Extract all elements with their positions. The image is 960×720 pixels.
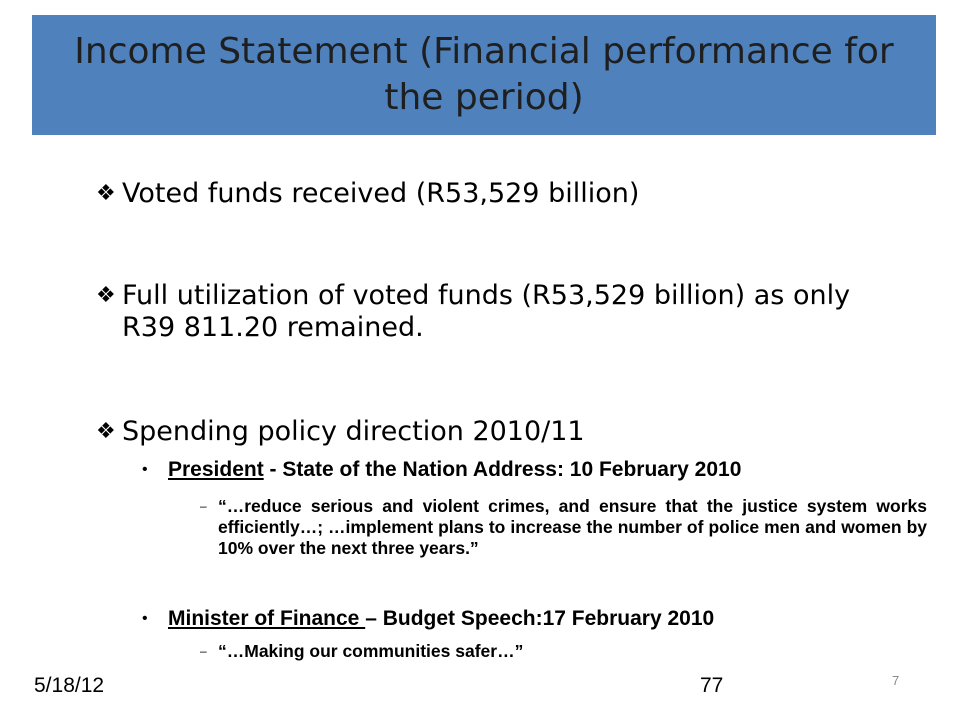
slide-number: 7 bbox=[892, 673, 900, 688]
bullet-full-utilization bbox=[96, 280, 856, 344]
bullet-text: Spending policy direction 2010/11 bbox=[122, 416, 585, 447]
quote-text: “…Making our communities safer…” bbox=[218, 641, 524, 661]
bullet-text: Voted funds received (R53,529 billion) bbox=[122, 178, 640, 209]
sub-bullet-minister bbox=[142, 606, 942, 632]
slide-title: Income Statement (Financial performance for the period) bbox=[74, 31, 894, 118]
diamond-bullet-icon: ❖ bbox=[96, 181, 116, 206]
bullet-voted-funds bbox=[96, 178, 856, 210]
diamond-bullet-icon: ❖ bbox=[96, 283, 116, 308]
dot-bullet-icon: • bbox=[142, 461, 148, 478]
footer-date: 5/18/12 bbox=[34, 674, 105, 697]
minister-label: Minister of Finance bbox=[168, 607, 366, 630]
dash-bullet-icon: – bbox=[200, 499, 207, 513]
president-address: - State of the Nation Address: 10 February 2010 bbox=[263, 458, 742, 481]
quote-text: “…reduce serious and violent crimes, and ensure that the justice system works efficiently…; …implement plans to increase the number of police men and women by 10% over the next three years.” bbox=[218, 496, 927, 558]
sub-bullet-president bbox=[142, 457, 942, 483]
dot-bullet-icon: • bbox=[142, 610, 148, 627]
bullet-text: Full utilization of voted funds (R53,529 billion) as only R39 811.20 remained. bbox=[122, 280, 851, 343]
president-label: President bbox=[168, 458, 264, 481]
president-quote bbox=[200, 496, 927, 559]
dash-bullet-icon: – bbox=[200, 644, 207, 658]
budget-speech: – Budget Speech:17 February 2010 bbox=[365, 607, 715, 630]
bullet-spending-policy bbox=[96, 416, 856, 448]
footer-center-number: 77 bbox=[700, 674, 724, 697]
title-bar bbox=[32, 15, 936, 135]
minister-quote bbox=[200, 641, 927, 662]
diamond-bullet-icon: ❖ bbox=[96, 419, 116, 444]
